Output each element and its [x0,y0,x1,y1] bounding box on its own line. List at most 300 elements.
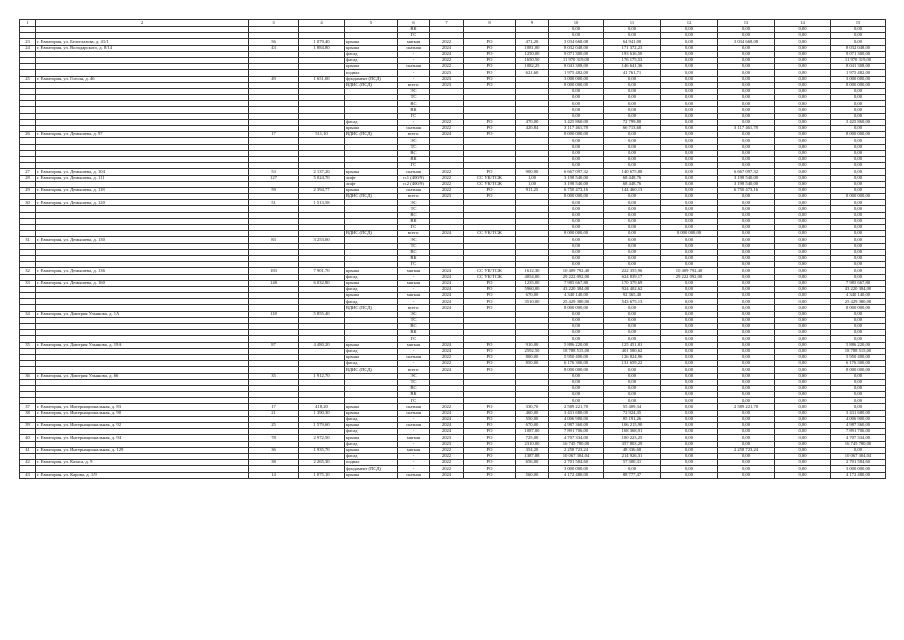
table-cell: 0,00 [604,243,661,249]
table-cell: 0,00 [775,379,831,385]
table-cell: 0,00 [604,398,661,404]
table-cell: 0,00 [549,392,604,398]
table-cell: 2023 [430,76,464,82]
table-cell: 0,00 [718,330,775,336]
table-cell: 0,00 [661,206,718,212]
table-cell: 0,00 [549,163,604,169]
table-cell: 1612,30 [516,268,549,274]
table-cell: 68 448,76 [604,181,661,187]
table-cell: 1 390,30 [299,410,345,416]
table-cell: 0,00 [718,280,775,286]
table-cell: 0,00 [604,466,661,472]
table-cell: крыша [345,268,398,274]
table-cell: 68 448,76 [604,175,661,181]
table-cell: 0,00 [831,317,886,323]
table-cell: 144 460,13 [604,187,661,193]
table-cell: 0,00 [831,27,886,33]
table-cell: 17 [249,132,299,138]
table-cell: 0,00 [831,404,886,410]
table-cell: 193 616,50 [604,51,661,57]
table-cell: ГС [398,336,430,342]
table-cell: всего: [398,367,430,373]
table-cell: крыша [345,472,398,478]
table-cell: 0,00 [775,361,831,367]
table-cell: ВК [398,330,430,336]
table-cell: крыша [345,435,398,441]
table-cell: 2 589 221,70 [549,404,604,410]
table-cell: 0,00 [775,435,831,441]
table-cell: - [398,299,430,305]
table-cell: всего: [398,305,430,311]
table-cell: крыша [345,293,398,299]
table-cell: 0,00 [775,126,831,132]
table-cell: 0,00 [549,138,604,144]
table-cell: 0,00 [718,348,775,354]
table-cell: 0,00 [661,317,718,323]
table-cell: РО [464,342,516,348]
table-cell: 8 000 000,00 [549,82,604,88]
table-cell: РО [464,280,516,286]
table-cell: 6 176 300,00 [549,361,604,367]
table-cell: - [398,57,430,63]
table-cell: фасад [345,348,398,354]
table-cell: 0,00 [718,249,775,255]
table-cell: 2024 [430,342,464,348]
table-cell: 0,00 [661,330,718,336]
table-cell: 0,00 [775,194,831,200]
table-cell: 2022 [430,460,464,466]
column-header: 11 [604,20,661,27]
table-cell: 0,00 [718,373,775,379]
table-cell: 0,00 [604,392,661,398]
table-cell: 0,00 [549,200,604,206]
table-cell: 0,00 [549,206,604,212]
table-cell: 0,00 [831,163,886,169]
table-cell: 0,00 [775,132,831,138]
table-cell: 418,20 [299,404,345,410]
table-cell: г. Евпатория, ул. Карова, д. 1/9 [36,472,249,478]
table-cell: 18 788 515,00 [831,348,886,354]
table-cell: 17 [249,404,299,410]
table-cell: 0,00 [775,453,831,459]
table-cell: 5 950 400,00 [831,354,886,360]
table-cell: 0,00 [775,286,831,292]
table-cell: скатная [398,410,430,416]
table-cell: 0,00 [831,33,886,39]
table-cell: 0,00 [775,119,831,125]
table-cell: 2 589 221,70 [718,404,775,410]
table-cell: 0,00 [661,416,718,422]
table-cell: 21 [249,410,299,416]
table-cell: 0,00 [831,88,886,94]
table-cell: 2023 [430,435,464,441]
table-cell: 420,84 [516,126,549,132]
table-cell: 0,00 [718,64,775,70]
table-cell: 0,00 [661,342,718,348]
column-header: 10 [549,20,604,27]
table-cell: 0,00 [661,113,718,119]
table-cell: 0,00 [661,255,718,261]
table-cell: 35 [249,373,299,379]
table-cell: 800,00 [516,354,549,360]
table-cell: 0,00 [661,392,718,398]
table-cell: 3 198 540,00 [549,181,604,187]
column-header: 5 [345,20,398,27]
table-cell: 0,00 [718,119,775,125]
table-cell: 0,00 [775,231,831,237]
table-cell: 0,00 [718,200,775,206]
table-cell: 1 079,40 [299,39,345,45]
table-cell: г. Евпатория, ул. Интернациональная, д. 92 [36,423,249,429]
table-cell: 0,00 [718,132,775,138]
table-cell: 0,00 [661,237,718,243]
table-cell: 48 336,68 [604,447,661,453]
table-cell: - [398,119,430,125]
table-cell: 924 402,62 [604,286,661,292]
table-cell: РО [464,367,516,373]
table-cell: 3 431 680,00 [831,410,886,416]
table-cell: ГС [398,398,430,404]
table-cell: 2023 [430,82,464,88]
table-cell: 2024 [430,274,464,280]
table-cell: мягкая [398,39,430,45]
table-cell: фасад [345,51,398,57]
table-cell: 6 032,80 [299,280,345,286]
table-cell: 3 000 000,00 [549,76,604,82]
table-cell: крыша [345,45,398,51]
table-cell: 2022 [430,187,464,193]
table-cell: РО [464,429,516,435]
table-cell: 0,00 [718,45,775,51]
table-cell: мягкая [398,293,430,299]
table-cell: 0,00 [718,317,775,323]
table-cell: ТС [398,379,430,385]
table-cell: 0,00 [775,33,831,39]
table-cell: 470,00 [516,119,549,125]
table-cell: 0,00 [718,324,775,330]
table-cell: г. Евпатория, ул. Интернациональная, д. 129 [36,447,249,453]
table-cell: 2023 [430,70,464,76]
table-cell: - [398,51,430,57]
table-cell: 59 [249,187,299,193]
table-cell: 2024 [430,132,464,138]
table-cell: 0,00 [661,293,718,299]
table-cell: 8 000 000,00 [831,194,886,200]
table-cell: РО [464,423,516,429]
table-cell: г. Евпатория, ул. Демышева, д. 111 [36,175,249,181]
table-cell: РО [464,194,516,200]
table-cell: 0,00 [661,311,718,317]
table-cell: всего: [398,82,430,88]
table-cell: 0,00 [661,138,718,144]
table-cell: 0,00 [718,206,775,212]
table-cell: ВДИС (ПСД) [345,194,398,200]
table-cell: 2022 [430,57,464,63]
table-cell: 0,00 [775,187,831,193]
table-cell: 0,00 [661,472,718,478]
table-cell: 2024 [430,416,464,422]
table-cell: 0,00 [718,429,775,435]
table-cell: 0,00 [549,385,604,391]
table-cell: 0,00 [775,336,831,342]
table-cell: СС УК/ТСЖ [464,181,516,187]
table-cell: 2022 [430,64,464,70]
table-cell: 3 198 540,00 [549,175,604,181]
table-cell: 4 172 480,00 [549,472,604,478]
table-cell: РО [464,187,516,193]
table-cell: 1 884,80 [299,45,345,51]
table-cell: 126 824,96 [604,354,661,360]
table-cell: 37 [20,404,36,410]
table-cell: - [398,286,430,292]
table-cell: РО [464,39,516,45]
table-cell: 330,70 [516,404,549,410]
table-cell: 0,00 [718,410,775,416]
table-cell: 0,00 [831,243,886,249]
table-cell: 3 425 860,00 [549,119,604,125]
table-cell: 27 [20,169,36,175]
table-cell: 100 223,25 [604,435,661,441]
table-cell: фасад [345,57,398,63]
table-cell: 910,00 [516,342,549,348]
table-cell: 0,00 [604,255,661,261]
table-cell: 2 258 723,24 [718,447,775,453]
table-cell: 1,00 [516,181,549,187]
table-cell: 7 891 706,00 [831,429,886,435]
table-cell: ЭС [398,88,430,94]
table-cell: 0,00 [718,268,775,274]
table-cell: 0,00 [549,255,604,261]
table-cell: 49 [249,76,299,82]
table-cell: 471,20 [516,39,549,45]
table-cell: 38 [20,410,36,416]
table-cell: 0,00 [661,441,718,447]
table-cell: 183 [249,268,299,274]
table-cell: 0,00 [604,163,661,169]
table-cell: РО [464,460,516,466]
table-cell: крыша [345,39,398,45]
table-cell: 0,00 [661,429,718,435]
table-cell: 3 034 668,08 [718,39,775,45]
table-cell: 0,00 [604,367,661,373]
table-cell: 0,00 [831,156,886,162]
table-cell: 0,00 [661,33,718,39]
table-cell: ВК [398,156,430,162]
table-cell: - [398,361,430,367]
table-cell: г. Евпатория, ул. Интернациональная, д. 94 [36,435,249,441]
table-cell: 0,00 [775,262,831,268]
table-cell: 0,00 [661,305,718,311]
table-cell: 25 [20,76,36,82]
table-cell: ВК [398,107,430,113]
column-header: 13 [718,20,775,27]
table-cell: РО [464,361,516,367]
table-cell: 6 667 097,32 [549,169,604,175]
table-cell: 0,00 [775,88,831,94]
table-cell: 0,00 [775,416,831,422]
table-cell: 23 [20,39,36,45]
table-cell: 0,00 [549,218,604,224]
table-cell: 0,00 [718,305,775,311]
table-cell: 0,00 [831,101,886,107]
table-cell: 0,00 [661,175,718,181]
table-cell: 83 [249,237,299,243]
table-cell: крыша [345,423,398,429]
table-cell: 1235,00 [516,280,549,286]
table-cell: 2024 [430,286,464,292]
table-cell: 0,00 [661,27,718,33]
table-cell: 2023 [430,441,464,447]
table-cell: 0,00 [604,379,661,385]
table-cell: 0,00 [775,305,831,311]
table-cell: 0,00 [604,82,661,88]
table-cell: 0,00 [775,113,831,119]
table-cell: 1 975 482,00 [549,70,604,76]
table-cell: г. Евпатория, ул. Интернациональная, д. 83 [36,404,249,410]
table-cell: 0,00 [661,39,718,45]
table-cell: г. Евпатория, ул. Демышева, д. 97 [36,132,249,138]
table-cell: мягкая [398,268,430,274]
table-cell: 0,00 [549,150,604,156]
table-cell: 0,00 [661,373,718,379]
table-cell: 0,00 [775,429,831,435]
table-cell: 0,00 [831,249,886,255]
table-cell: 1081,00 [516,45,549,51]
table-cell: 0,00 [775,64,831,70]
table-cell: 0,00 [604,33,661,39]
table-cell: 0,00 [604,311,661,317]
table-cell: 0,00 [604,156,661,162]
table-cell: 0,00 [549,107,604,113]
header-row [20,20,886,27]
spreadsheet-page [19,19,885,479]
table-cell: 28 [20,175,36,181]
table-cell: 3 425 860,00 [831,119,886,125]
table-cell: 0,00 [831,175,886,181]
column-header: 15 [831,20,886,27]
table-cell: 2 394,77 [299,187,345,193]
table-cell: 16 745 780,00 [549,441,604,447]
table-cell: 0,00 [775,237,831,243]
table-cell: 0,00 [604,330,661,336]
table-cell: 9 071 300,00 [831,51,886,57]
table-cell: г. Евпатория, ул. Дмитрия Ульянова, д. 66 [36,373,249,379]
table-cell: 127 [249,175,299,181]
table-cell: 0,00 [775,150,831,156]
table-cell: мягкая [398,342,430,348]
table-cell: 2022 [430,447,464,453]
table-cell: 0,00 [718,398,775,404]
table-cell: 0,00 [549,237,604,243]
table-cell: подвал [345,70,398,76]
table-cell: всего: [398,132,430,138]
table-cell: 0,00 [661,367,718,373]
table-cell: 0,00 [661,249,718,255]
table-cell: ЭС [398,311,430,317]
table-cell: 0,00 [775,212,831,218]
table-cell: 0,00 [831,138,886,144]
table-cell: 0,00 [661,453,718,459]
table-cell: 0,00 [661,324,718,330]
column-header: 7 [430,20,464,27]
table-cell: 4 707 334,00 [549,435,604,441]
table-cell: 0,00 [775,156,831,162]
table-cell: 3510,00 [516,299,549,305]
table-cell: 2024 [430,268,464,274]
table-cell: г. Евпатория, ул. Дмитрия Ульянова, д. 1А [36,311,249,317]
table-cell: 0,00 [831,237,886,243]
table-cell: фасад [345,361,398,367]
table-cell: 8 032 048,00 [549,45,604,51]
table-cell: 2022 [430,181,464,187]
table-cell: 460,00 [516,410,549,416]
table-cell: 16 745 780,00 [831,441,886,447]
table-cell: 0,00 [718,150,775,156]
table-cell: 8 000 000,00 [661,231,718,237]
table-cell: 0,00 [661,156,718,162]
table-cell: 0,00 [718,51,775,57]
table-cell: 7 891 706,00 [549,429,604,435]
table-cell: 0,00 [775,392,831,398]
table-cell: ГС [398,163,430,169]
table-cell: 0,00 [775,243,831,249]
table-cell: 0,00 [718,82,775,88]
table-cell: 401 580,62 [604,348,661,354]
table-cell: 2024 [430,472,464,478]
table-cell: 0,00 [661,132,718,138]
table-cell: 0,00 [718,194,775,200]
table-cell: 2024 [430,293,464,299]
table-cell: 621,60 [516,70,549,76]
table-cell: 0,00 [775,460,831,466]
table-cell: 0,00 [661,45,718,51]
table-cell: 2 972,50 [299,435,345,441]
table-cell: 0,00 [718,392,775,398]
table-cell: 0,00 [549,212,604,218]
table-cell: фасад [345,416,398,422]
table-cell: 0,00 [775,225,831,231]
table-cell: 0,00 [661,299,718,305]
table-cell: 1 651,00 [299,76,345,82]
table-cell: 0,00 [775,330,831,336]
table-cell: г. Евпатория, ул. Интернациональная, д. 90 [36,410,249,416]
table-cell: 0,00 [661,163,718,169]
table-cell: 670,00 [516,293,549,299]
table-cell: 0,00 [831,181,886,187]
table-cell: 0,00 [661,150,718,156]
table-cell: 0,00 [661,336,718,342]
table-cell: 0,00 [661,119,718,125]
table-cell: 0,00 [604,107,661,113]
table-cell: фасад [345,119,398,125]
table-cell: ВДИС (ПСД) [345,305,398,311]
table-cell: 85 191,26 [604,416,661,422]
table-cell: 0,00 [831,336,886,342]
table-cell: ВДИС (ПСД) [345,82,398,88]
table-cell: 8 032 048,00 [831,45,886,51]
table-cell: ЭС [398,200,430,206]
table-cell: 0,00 [775,27,831,33]
table-cell: 0,00 [661,379,718,385]
table-cell: 0,00 [549,379,604,385]
table-cell: 0,00 [718,293,775,299]
table-cell: 0,00 [661,212,718,218]
table-cell: 0,00 [775,404,831,410]
table-cell: 0,00 [549,330,604,336]
table-cell: 0,00 [775,107,831,113]
table-cell: 0,00 [604,27,661,33]
table-cell: 0,00 [604,144,661,150]
